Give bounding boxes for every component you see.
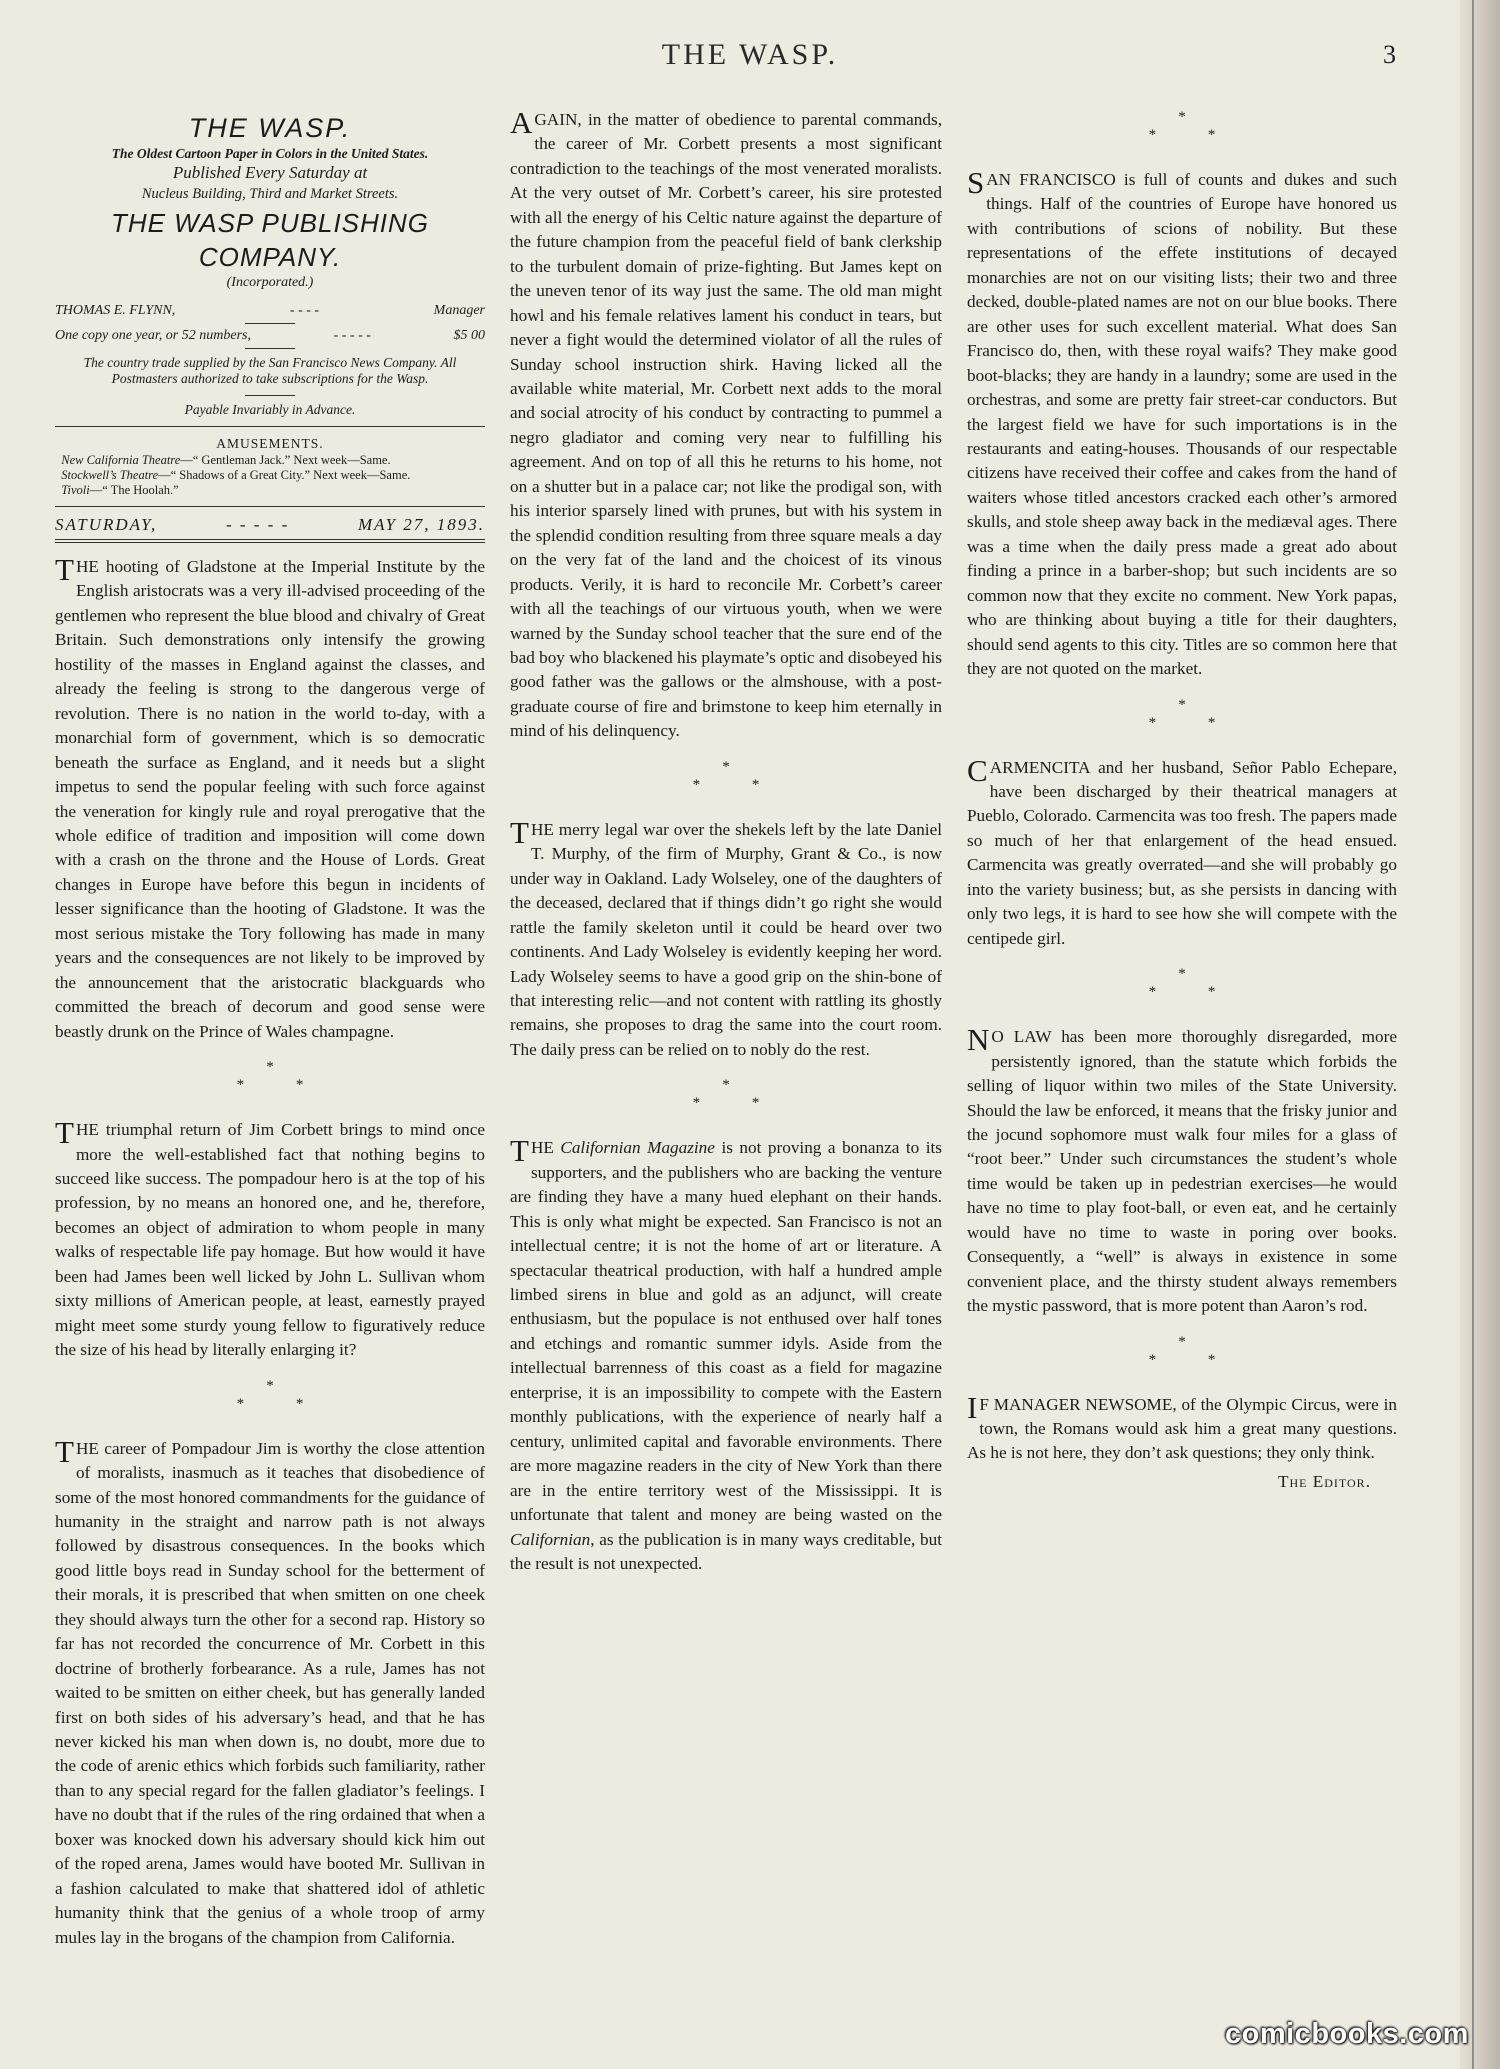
drop-cap: N [967, 1022, 990, 1058]
section-asterism [967, 696, 1397, 748]
amusement-text: —“ The Hoolah.” [89, 483, 179, 497]
amusements-rule [55, 506, 485, 507]
dateline-double-rule [55, 539, 485, 543]
drop-cap: A [510, 105, 533, 140]
manager-title: Manager [433, 303, 485, 318]
asterism-top: * [1178, 1333, 1186, 1350]
masthead [55, 111, 485, 543]
amusement-text: —“ Shadows of a Great City.” Next week—Same. [158, 468, 411, 482]
masthead-address: Nucleus Building, Third and Market Streets. [141, 186, 399, 202]
article-murphy [510, 814, 942, 1063]
asterism-top: * [722, 1077, 730, 1094]
article-text: HE [530, 1138, 561, 1158]
asterism-bottom: * * [1148, 984, 1240, 1001]
masthead-tagline: The Oldest Cartoon Paper in Colors in the United States. [111, 146, 429, 161]
amusement-item [55, 483, 485, 498]
dateline-day: SATURDAY, [55, 515, 158, 534]
article-newsome [967, 1389, 1397, 1466]
article-text: , as the publication is in many ways creditable, but the result is not unexpected. [510, 1529, 942, 1574]
page-spine-shadow [1460, 0, 1500, 2069]
magazine-title: Californian Magazine [560, 1138, 715, 1158]
article-obedience [510, 105, 942, 744]
drop-cap: I [967, 1389, 978, 1425]
article-gladstone [55, 552, 485, 1044]
dateline [55, 513, 485, 537]
article-text: HE triumphal return of Jim Corbett brings to mind once more the well-established fact that nothing begins to succeed like success. The pompadour hero is at the top of his profession, by no means an honored one, and he, therefore, becomes an object of admiration to whom people in many walks of respectable life pay homage. But how would it have been had James been well licked by John L. Sullivan whom sixty millions of American people, at least, earnestly prayed might meet some sturdy young fellow to figuratively reduce the size of his head by literally enlarging it? [55, 1120, 485, 1360]
masthead-published: Published Every Saturday at [172, 163, 368, 182]
asterism-bottom: * * [1148, 1351, 1240, 1368]
amusement-venue: Tivoli [61, 483, 90, 497]
asterism-bottom: * * [1148, 714, 1240, 731]
asterism-top: * [722, 758, 730, 775]
section-asterism [55, 1058, 485, 1110]
section-asterism [967, 1333, 1397, 1385]
asterism-bottom: * * [692, 1095, 784, 1112]
article-text: O LAW has been more thoroughly disregarded, more persistently ignored, than the statute which forbids the selling of liquor within two miles of the State University. Should the law be enforced, it means that the frisky junior and the jocund sophomore must walk four miles for a glass of “root beer.” Under such circumstances the student’s whole time would be taken up in pedestrian exercises—he would have no time to play foot-ball, or even eat, and he certainly would have no time to waste in poring over books. Consequently, a “well” is always in existence in some convenient place, and the thirsty student always remembers the mystic password, that is more potent than Aaron’s rod. [967, 1027, 1397, 1316]
masthead-incorporated: (Incorporated.) [226, 275, 314, 290]
drop-cap: T [510, 814, 529, 850]
article-text: AN FRANCISCO is full of counts and dukes and such things. Half of the countries of Europe have honored us with contributions of scions of nobility. But these representations of the effete institutions of decayed monarchies are not on our visiting lists; their two and three decked, double-plated names are not on our blue books. There are other uses for such excellent material. What does San Francisco do, then, with these royal waifs? They make good boot-blacks; they are handy in a laundry; some are used in the orchestras, and some are pretty fair street-car conductors. But the largest field we have for such importations is in the restaurants and eating-houses. Thousands of our respectable citizens have received their coffee and cakes from the hand of waiters whose titled ancestors cracked each other’s armored skulls, and stole sheep away back in the mediæval ages. There was a time when the daily press made a great ado about finding a prince in a barber-shop; but such incidents are so common now that they excite no comment. New York papas, who are thinking about buying a title for their daughters, should send agents to this city. Titles are so common here that they are not quoted on the market. [967, 170, 1397, 679]
section-asterism [510, 758, 942, 810]
section-asterism [967, 965, 1397, 1017]
masthead-title: THE WASP. [188, 113, 352, 143]
magazine-title: Californian [510, 1529, 591, 1549]
asterism-bottom: * * [692, 776, 784, 793]
drop-cap: T [55, 552, 74, 587]
article-corbett-return [55, 1115, 485, 1363]
article-californian [510, 1133, 942, 1576]
asterism-bottom: * * [1148, 127, 1240, 143]
asterism-top: * [1178, 696, 1186, 713]
trade-note: The country trade supplied by the San Francisco News Company. All Postmasters authorized to take subscriptions for the Wasp. [83, 355, 457, 386]
amusement-text: —“ Gentleman Jack.” Next week—Same. [180, 453, 391, 467]
article-text: GAIN, in the matter of obedience to parental commands, the career of Mr. Corbett presents a most significant contradiction to the teachings of the most venerated moralists. At the very outset of Mr. Corbett’s career, his sire protested with all the energy of his Celtic nature against the departure of the future champion from the peaceful field of bank clerkship to the turbulent domain of prize-fighting. But James kept on the uneven tenor of its way just the same. The old man might howl and his female relatives lament his conduct in tears, but never a fight would the determined violator of all the rules of Sunday school instruction shirk. Having licked all the available white material, Mr. Corbett next adds to the moral and social atrocity of his conduct by contracting to pummel a negro gladiator and coming very near to fulfilling his agreement. And on top of all this he returns to his home, not on a shutter but in a palace car; not like the prodigal son, with his interior sparsely lined with prunes, but with his system in the splendid condition resulting from three square meals a day on the very fat of the land and the choicest of its vinous products. Verily, it is hard to reconcile Mr. Corbett’s career with all the teachings of our virtuous youth, when we were warned by the Sunday school teacher that the sure end of the bad boy who blackened his playmate’s optic and disobeyed his good father was the gallows or the almshouse, with a post-graduate course of fire and brimstone to keep him eternally in mind of his delinquency. [510, 110, 942, 741]
amusements-title: AMUSEMENTS. [216, 436, 324, 451]
asterism-top: * [1178, 966, 1186, 983]
article-text: F MANAGER NEWSOME, of the Olympic Circus, were in town, the Romans would ask him a great many questions. As he is not here, they don’t ask questions; they only think. [967, 1394, 1397, 1463]
watermark-logo: comicbooks.com [1225, 2018, 1469, 2050]
article-text: ARMENCITA and her husband, Señor Pablo Echepare, have been discharged by their theatrical managers at Pueblo, Colorado. Carmencita was too fresh. The papers made so much of her that enlargement of the head ensued. Carmencita was greatly overrated—and she will probably go into the variety business; but, as she persists in dancing with only two legs, it is hard to see how she will compete with the centipede girl. [967, 757, 1397, 948]
drop-cap: T [55, 1433, 74, 1469]
section-asterism [55, 1377, 485, 1429]
masthead-company: THE WASP PUBLISHING COMPANY. [110, 208, 430, 272]
asterism-bottom: * * [236, 1077, 328, 1094]
masthead-short-rule-2 [245, 348, 295, 349]
dateline-dashes: - - - - - [225, 515, 290, 534]
asterism-top: * [1178, 109, 1186, 125]
drop-cap: T [55, 1115, 74, 1151]
amusement-venue: New California Theatre [61, 453, 181, 467]
page-number: 3 [1383, 40, 1396, 69]
asterism-bottom: * * [236, 1395, 328, 1412]
asterism-top: * [266, 1377, 274, 1394]
manager-name: THOMAS E. FLYNN, [55, 303, 176, 318]
editor-signature: The Editor. [1277, 1471, 1371, 1491]
manager-row [55, 300, 485, 322]
drop-cap: T [510, 1133, 529, 1169]
article-text: HE merry legal war over the shekels left by the late Daniel T. Murphy, of the firm of Murphy, Grant & Co., is now under way in Oakland. Lady Wolseley, one of the daughters of the deceased, declared that if things didn’t go right she would rattle the family skeleton until it could be heard over two continents. And Lady Wolseley is evidently keeping her word. Lady Wolseley seems to have a good grip on the shin-bone of that interesting relic—and not content with rattling its ghostly remains, she proposes to drag the same into the court room. The daily press can be relied on to nobly do the rest. [510, 819, 942, 1059]
running-title: THE WASP. [661, 38, 839, 71]
subscription-text: One copy one year, or 52 numbers, [55, 328, 251, 343]
subscription-row [55, 325, 485, 347]
subscription-dashes: - - - - - [333, 328, 371, 343]
article-law [967, 1022, 1397, 1318]
article-counts [967, 165, 1397, 682]
article-carmencita [967, 752, 1397, 952]
column-1 [55, 108, 485, 1950]
masthead-short-rule [245, 323, 295, 324]
manager-dashes: - - - - [289, 303, 320, 318]
column-3 [967, 108, 1397, 1494]
article-text: HE hooting of Gladstone at the Imperial Institute by the English aristocrats was a very ill-advised proceeding of the gentlemen who represent the blue blood and chivalry of Great Britain. Such demonstrations only intensify the growing hostility of the masses in England against the classes, and already the feeling is strong to the dangerous verge of revolution. There is no nation in the world to-day, with a monarchial form of government, which is so democratic beneath the surface as England, and it needs but a slight impetus to send the popular feeling with such force against the veneration for kingly rule and royal prerogative that the whole edifice of tradition and imposition will come down with a crash on the throne and the House of Lords. Great changes in Europe have before this begun in incidents of lesser significance than the hooting of Gladstone. It was the most serious mistake the Tory following has made in many years and the consequences are not likely to be improved by the announcement that the aristocratic blackguards who committed the breach of decorum and good sense were beastly drunk on the Prince of Wales champagne. [55, 557, 485, 1041]
dateline-date: MAY 27, 1893. [357, 515, 485, 534]
masthead-rule [55, 426, 485, 427]
subscription-price: $5 00 [453, 328, 485, 343]
article-text: HE career of Pompadour Jim is worthy the close attention of moralists, inasmuch as it teaches that disobedience of some of the most honored commandments for the guidance of humanity in the straight and narrow path is not always followed by disastrous consequences. In the books which good little boys read in Sunday school for the betterment of their morals, it is prescribed that when smitten on one cheek they should always turn the other for a second rap. History so far has not recorded the concurrence of Mr. Corbett in this doctrine of brotherly forbearance. As a rule, James has not waited to be smitten on either cheek, but has generally landed first on both sides of his adversary’s head, and that he has never kicked his man when down is, no doubt, more due to the code of arenic ethics which forbids such familiarity, rather than to any special regard for the fallen gladiator’s feelings. I have no doubt that if the rules of the ring ordained that when a boxer was knocked down his adversary should kick him out of the roped arena, James would have booted Mr. Sullivan in a fashion calculated to make that shattered idol of athletic humanity think that the genius of a whole troop of army mules lay in the brogans of the champion from California. [55, 1438, 485, 1947]
article-text: is not proving a bonanza to its supporters, and the publishers who are backing the venture are finding they have a many hued elephant on their hands. This is only what might be expected. San Francisco is not an intellectual centre; it is not the home of art or literature. A spectacular theatrical production, with half a hundred ample limbed sirens in blue and gold as an adjunct, will create enthusiasm, but the populace is not enthused over half tones and etchings and romantic summer idyls. Aside from the intellectual barrenness of this coast as a field for magazine enterprise, it is an impossibility to compete with the Eastern monthly publications, with the experience of nearly half a century, unlimited capital and favorable environments. There are more magazine readers in the city of New York than there are in the entire territory west of the Mississippi. It is unfortunate that talent and money are being wasted on the [510, 1138, 942, 1525]
drop-cap: S [967, 165, 985, 200]
section-asterism [510, 1076, 942, 1128]
amusement-venue: Stockwell’s Theatre [61, 468, 159, 482]
amusement-item [55, 468, 485, 483]
column-2 [510, 105, 942, 1576]
section-asterism [967, 108, 1397, 160]
article-pompadour [55, 1433, 485, 1951]
amusement-item [55, 453, 485, 468]
payable-note: Payable Invariably in Advance. [184, 402, 356, 417]
binding-line [1472, 0, 1474, 2069]
masthead-short-rule-3 [245, 395, 295, 396]
drop-cap: C [967, 752, 988, 788]
asterism-top: * [266, 1059, 274, 1076]
